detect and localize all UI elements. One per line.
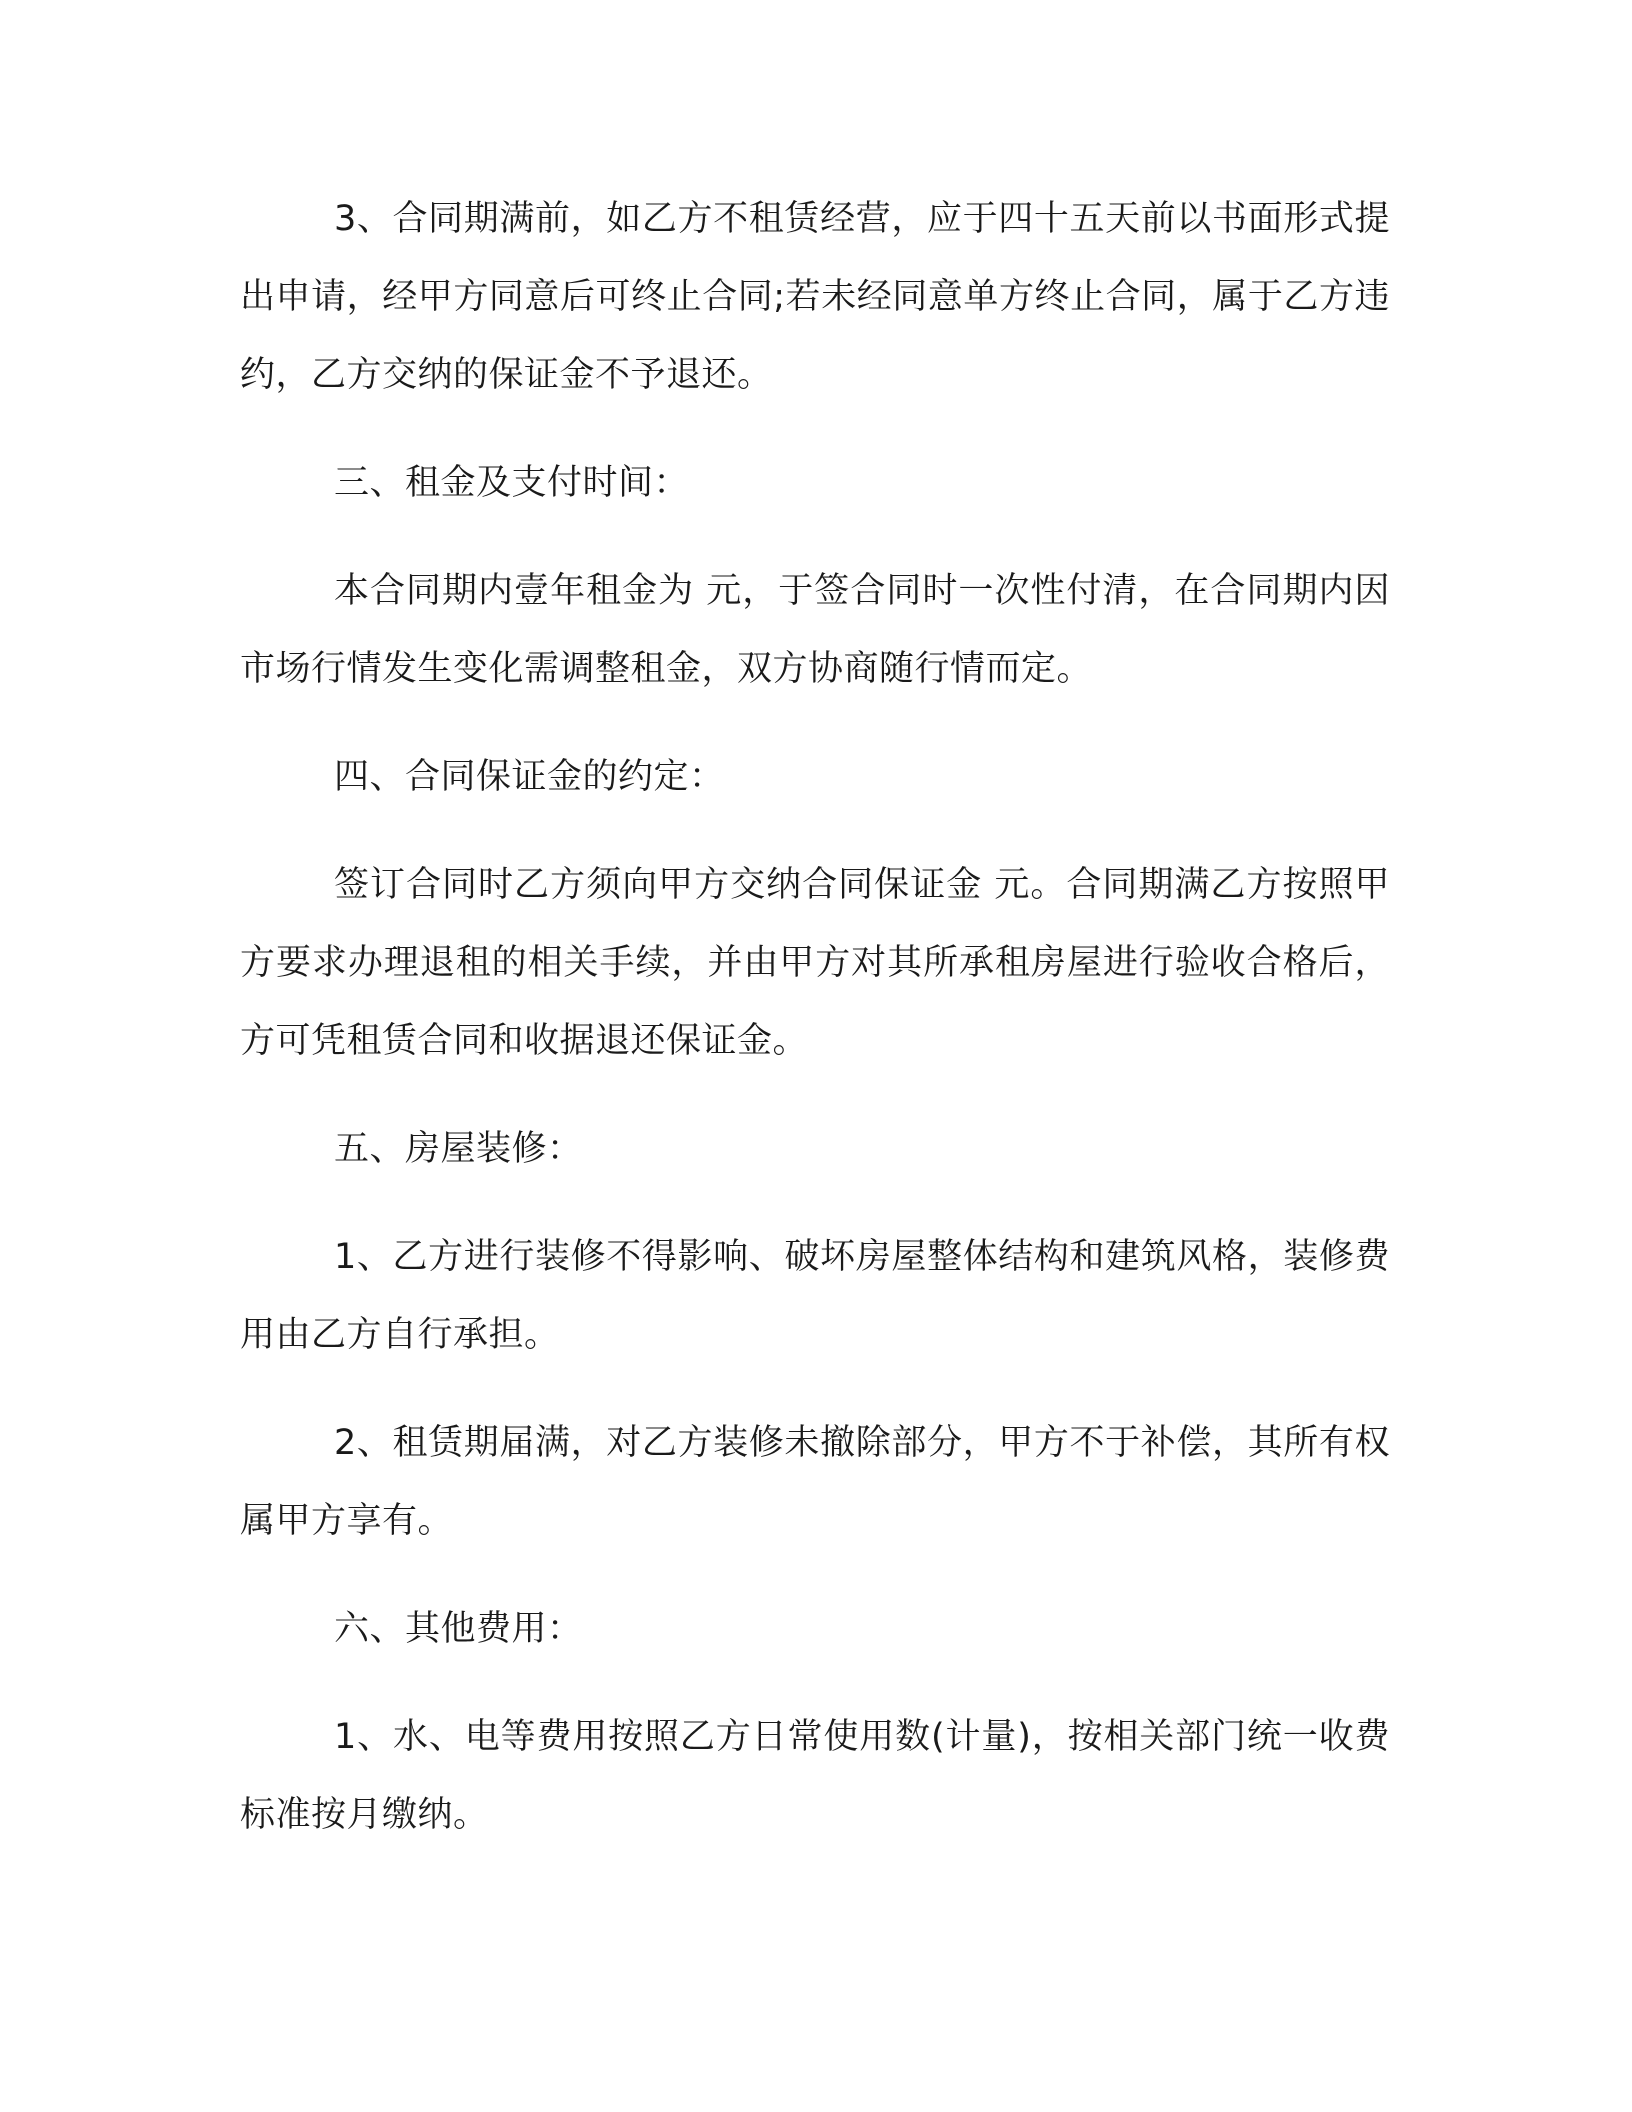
section-5-heading: 五、房屋装修： — [334, 1129, 583, 1169]
clause-5-2: 2、租赁期届满，对乙方装修未撤除部分，甲方不于补偿，其所有权属甲方享有。 — [240, 1423, 1390, 1541]
clause-6-1: 1、水、电等费用按照乙方日常使用数(计量)，按相关部门统一收费标准按月缴纳。 — [240, 1717, 1390, 1835]
section-4-body: 签订合同时乙方须向甲方交纳合同保证金 元。合同期满乙方按照甲方要求办理退租的相关手续，并由甲方对其所承租房屋进行验收合格后，方可凭租赁合同和收据退还保证金。 — [240, 865, 1390, 1061]
clause-2-3: 3、合同期满前，如乙方不租赁经营，应于四十五天前以书面形式提出申请，经甲方同意后可终止合同;若未经同意单方终止合同，属于乙方违约，乙方交纳的保证金不予退还。 — [240, 199, 1390, 395]
section-3-heading: 三、租金及支付时间： — [334, 463, 690, 503]
section-4-heading: 四、合同保证金的约定： — [334, 757, 725, 797]
clause-5-1: 1、乙方进行装修不得影响、破坏房屋整体结构和建筑风格，装修费用由乙方自行承担。 — [240, 1237, 1390, 1355]
section-6-heading: 六、其他费用： — [334, 1609, 583, 1649]
section-3-body: 本合同期内壹年租金为 元，于签合同时一次性付清，在合同期内因市场行情发生变化需调整租金，双方协商随行情而定。 — [240, 571, 1390, 689]
document-body — [240, 180, 1390, 1884]
